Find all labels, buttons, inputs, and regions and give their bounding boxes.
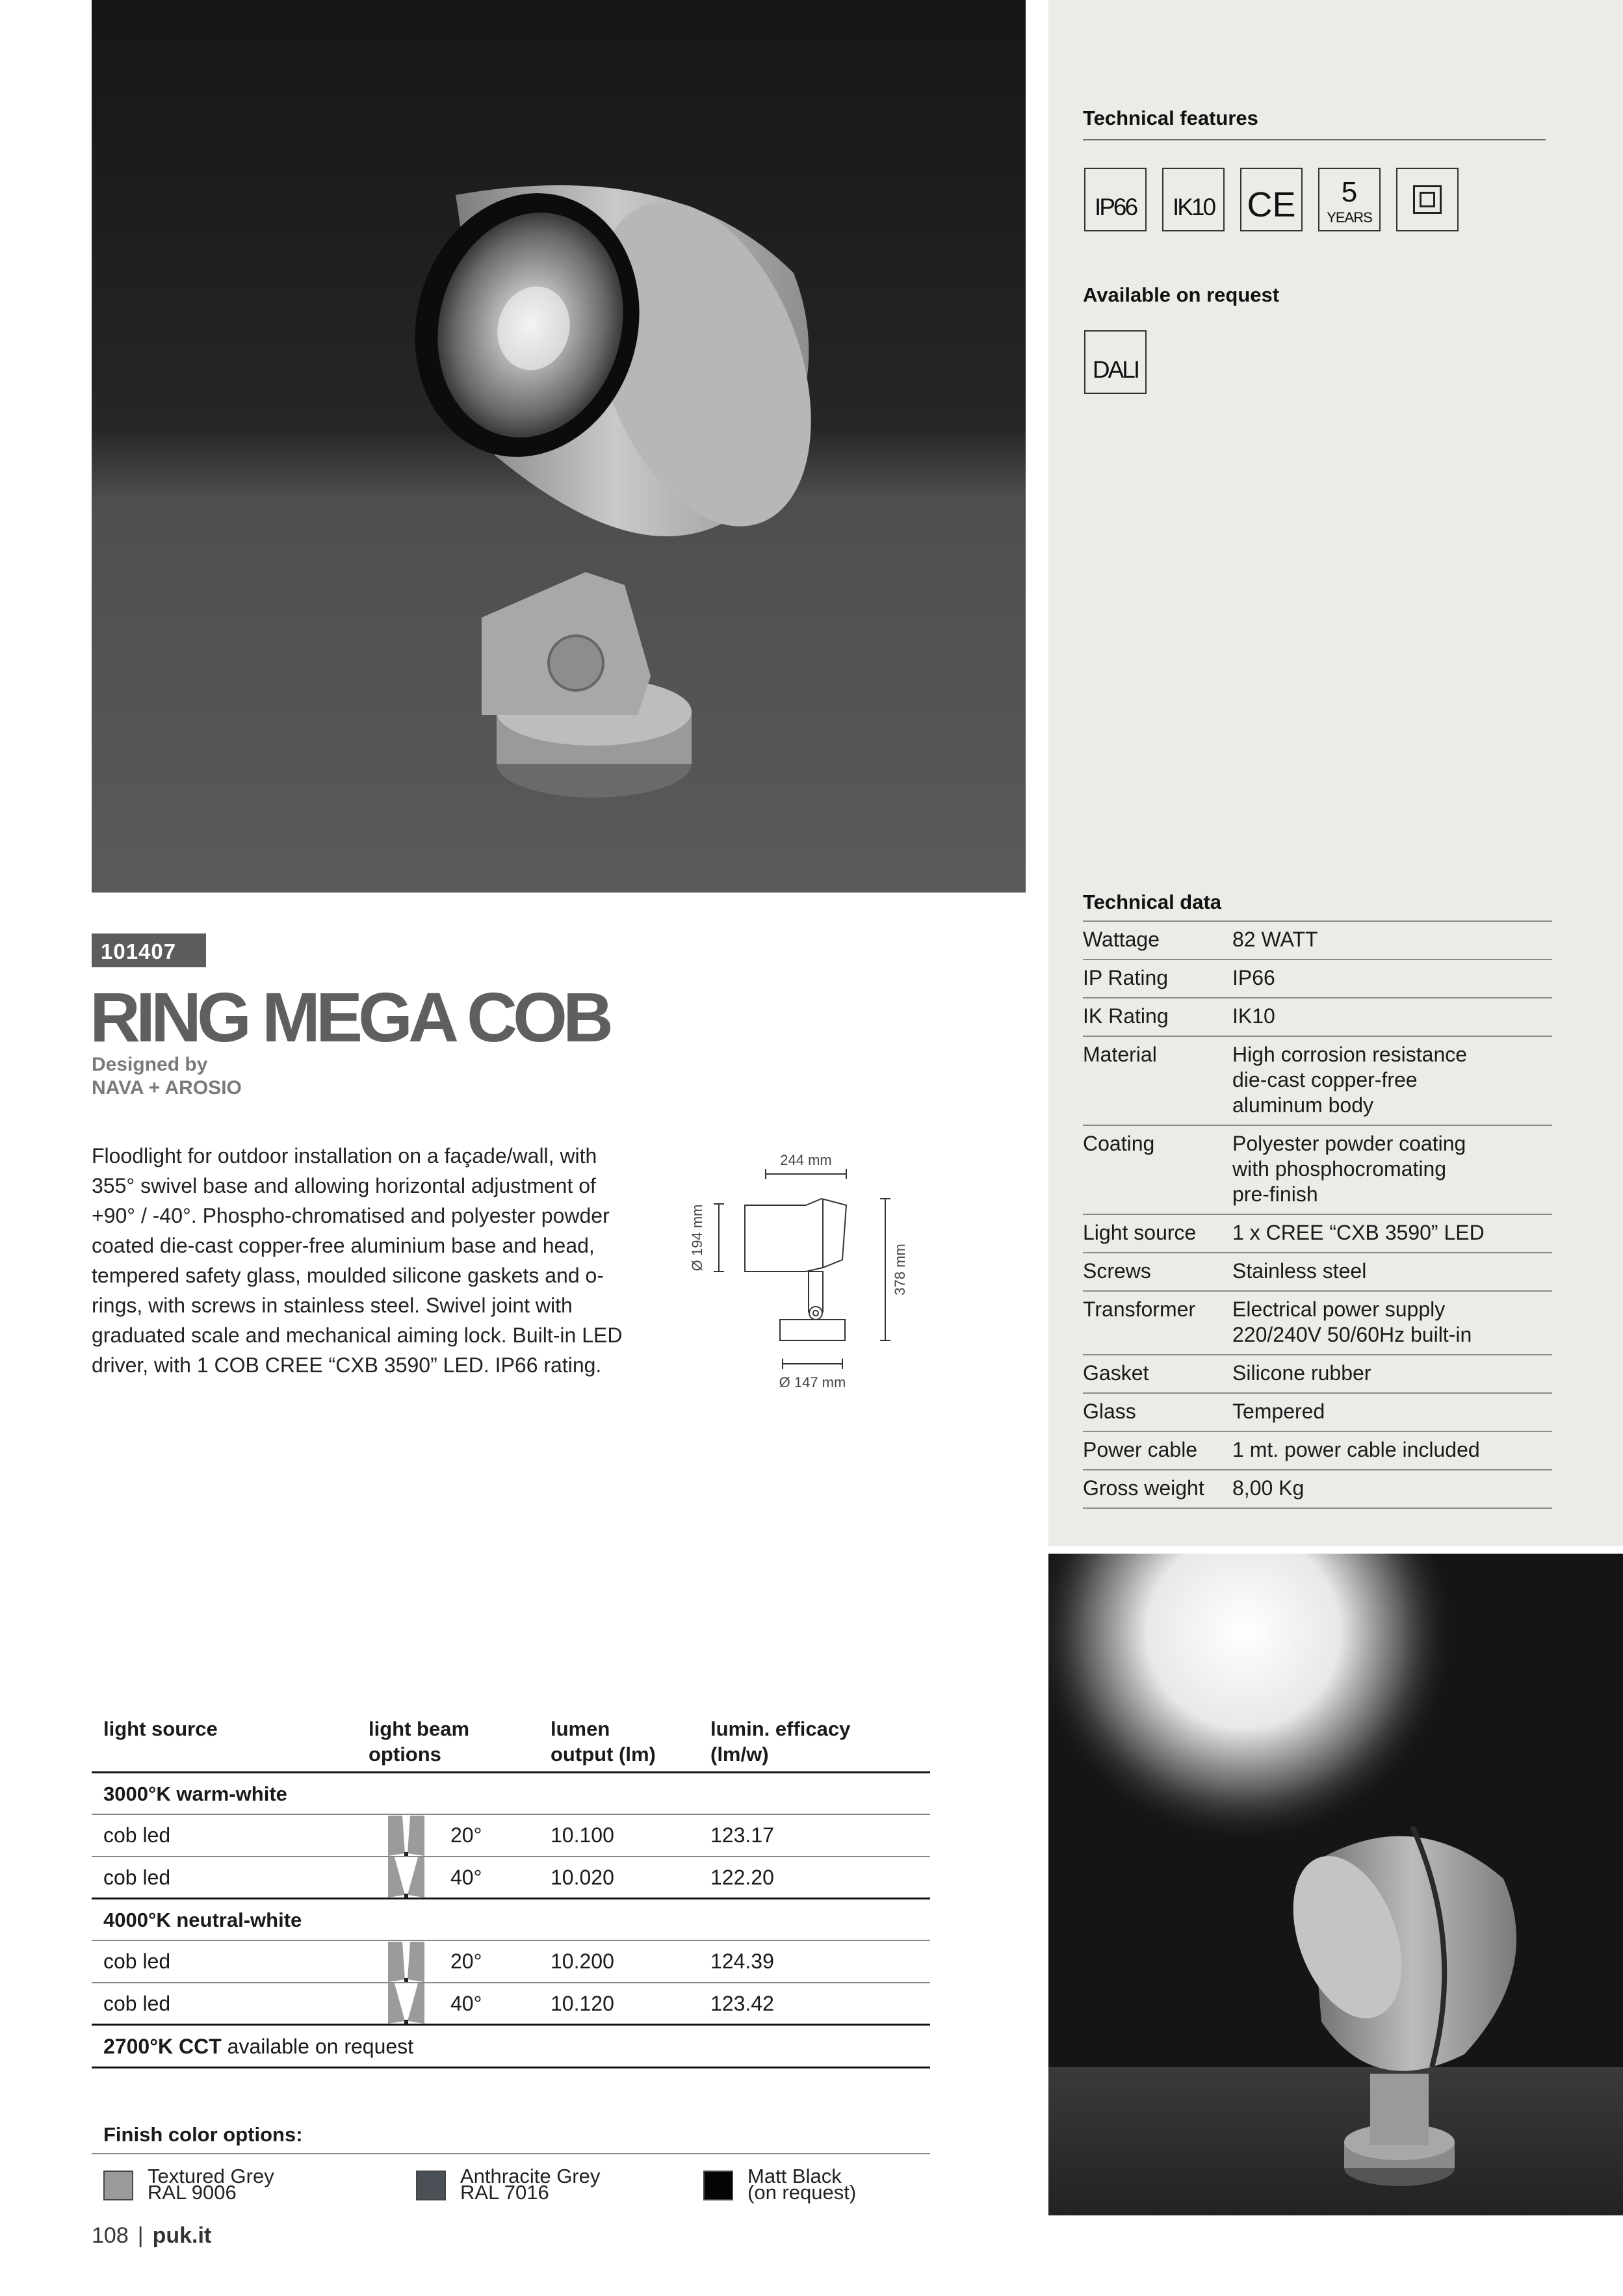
finish-label bbox=[460, 2165, 601, 2204]
spec-value: 8,00 Kg bbox=[1232, 1476, 1305, 1500]
cell-efficacy: 123.17 bbox=[710, 1823, 774, 1847]
beam-angle: 20° bbox=[450, 1950, 482, 1973]
beam-angle-icon bbox=[388, 1816, 424, 1856]
product-description: Floodlight for outdoor installation on a façade/wall, with 355° swivel base and allowing horizontal adjustment of +90° / -40°. Phospho-chromatised and polyester powder coated die-cast copper-free aluminium base and head, tempered safety glass, moulded silicone gaskets and o-rings, with screws in stainless steel. Swivel joint with graduated scale and mechanical aiming lock. Built-in LED driver, with 1 COB CREE “CXB 3590” LED. IP66 rating. bbox=[92, 1144, 623, 1377]
ce-label: CE bbox=[1247, 185, 1296, 224]
table-row bbox=[92, 1983, 930, 2026]
finish-option bbox=[703, 2165, 857, 2204]
cell-lumen: 10.120 bbox=[551, 1991, 614, 2015]
product-code-badge: 101407 bbox=[92, 933, 206, 967]
spec-row bbox=[1083, 920, 1552, 959]
spec-value: Polyester powder coating with phosphocromating pre-finish bbox=[1232, 1132, 1466, 1206]
spec-row bbox=[1083, 997, 1552, 1036]
page-footer bbox=[92, 2223, 211, 2249]
lit-product-photo bbox=[1048, 1554, 1623, 2215]
spec-label: Light source bbox=[1083, 1221, 1197, 1244]
cell-lumen: 10.200 bbox=[551, 1950, 614, 1973]
spec-label: IP Rating bbox=[1083, 966, 1169, 989]
spec-row bbox=[1083, 1290, 1552, 1354]
dimension-drawing bbox=[676, 1144, 923, 1424]
finish-heading: Finish color options: bbox=[103, 2123, 303, 2146]
spec-value: IK10 bbox=[1232, 1004, 1275, 1028]
light-source-table bbox=[92, 1711, 930, 2068]
table-row bbox=[92, 1941, 930, 1983]
beam-angle: 20° bbox=[450, 1823, 482, 1847]
dim-height-label: 378 mm bbox=[892, 1244, 908, 1296]
beam-angle: 40° bbox=[450, 1865, 482, 1889]
spec-row bbox=[1083, 1392, 1552, 1431]
product-photo bbox=[92, 0, 1026, 893]
spec-label: Glass bbox=[1083, 1400, 1136, 1423]
group-heading: 4000°K neutral-white bbox=[92, 1899, 930, 1941]
finish-label bbox=[747, 2165, 857, 2204]
spec-value: Tempered bbox=[1232, 1400, 1325, 1423]
cell-beam bbox=[369, 1857, 551, 1898]
cell-beam bbox=[369, 1983, 551, 2024]
spec-label: Coating bbox=[1083, 1132, 1155, 1155]
finish-label bbox=[148, 2165, 274, 2204]
spec-value: 1 x CREE “CXB 3590” LED bbox=[1232, 1221, 1485, 1244]
cell-efficacy: 123.42 bbox=[710, 1991, 774, 2015]
group-heading: 3000°K warm-white bbox=[92, 1773, 930, 1815]
cell-efficacy: 124.39 bbox=[710, 1950, 774, 1973]
finish-code: (on request) bbox=[747, 2181, 857, 2204]
warranty-icon bbox=[1318, 168, 1381, 231]
spec-row bbox=[1083, 1214, 1552, 1252]
spec-value: Stainless steel bbox=[1232, 1259, 1367, 1283]
divider bbox=[1083, 139, 1546, 140]
warranty-unit: YEARS bbox=[1327, 209, 1372, 226]
cell-beam bbox=[369, 1942, 551, 1982]
ce-mark-icon bbox=[1240, 168, 1303, 231]
dim-width-label: 244 mm bbox=[780, 1152, 832, 1168]
spec-value: 1 mt. power cable included bbox=[1232, 1438, 1480, 1461]
designer-name: NAVA + AROSIO bbox=[92, 1077, 242, 1099]
color-swatch bbox=[703, 2171, 733, 2200]
cell-efficacy: 122.20 bbox=[710, 1865, 774, 1889]
footer-separator: | bbox=[137, 2223, 144, 2248]
spec-label: Gross weight bbox=[1083, 1476, 1204, 1500]
col-header-efficacy: lumin. efficacy (lm/w) bbox=[710, 1717, 851, 1766]
dim-head-diameter-label: Ø 194 mm bbox=[689, 1204, 705, 1272]
warranty-number: 5 bbox=[1341, 176, 1358, 208]
finish-code: RAL 9006 bbox=[148, 2181, 237, 2204]
spec-label: Transformer bbox=[1083, 1298, 1196, 1321]
col-header-source: light source bbox=[103, 1717, 218, 1740]
beam-angle-icon bbox=[388, 1857, 424, 1898]
table-header bbox=[92, 1711, 930, 1773]
spec-label: Material bbox=[1083, 1043, 1157, 1066]
designed-by-label: Designed by bbox=[92, 1054, 208, 1075]
beam-angle: 40° bbox=[450, 1991, 482, 2015]
spec-value: Silicone rubber bbox=[1232, 1361, 1371, 1385]
cct-note-text: available on request bbox=[221, 2035, 414, 2058]
spec-label: Wattage bbox=[1083, 928, 1160, 951]
finish-code: RAL 7016 bbox=[460, 2181, 549, 2204]
spec-label: Gasket bbox=[1083, 1361, 1149, 1385]
cell-source: cob led bbox=[103, 1950, 171, 1973]
spec-value: IP66 bbox=[1232, 966, 1275, 989]
product-title: RING MEGA COB bbox=[90, 978, 609, 1056]
beam-angle-icon bbox=[388, 1983, 424, 2024]
cct-note bbox=[92, 2026, 930, 2068]
finish-option bbox=[416, 2165, 601, 2204]
spec-row bbox=[1083, 1354, 1552, 1392]
cell-source: cob led bbox=[103, 1991, 171, 2015]
technical-features-heading: Technical features bbox=[1083, 107, 1258, 129]
cell-source: cob led bbox=[103, 1865, 171, 1889]
spec-row bbox=[1083, 1431, 1552, 1469]
ip66-icon bbox=[1084, 168, 1147, 231]
spec-row bbox=[1083, 1469, 1552, 1509]
double-insulation-icon bbox=[1396, 168, 1459, 231]
col-header-beam: light beam options bbox=[369, 1717, 470, 1766]
spec-row bbox=[1083, 1125, 1552, 1214]
finish-name: Anthracite Grey bbox=[460, 2165, 601, 2187]
technical-data-heading: Technical data bbox=[1083, 891, 1222, 913]
cell-lumen: 10.100 bbox=[551, 1823, 614, 1847]
technical-data-table bbox=[1083, 920, 1552, 1509]
finish-name: Matt Black bbox=[747, 2165, 842, 2187]
page-number: 108 bbox=[92, 2223, 129, 2248]
cell-source: cob led bbox=[103, 1823, 171, 1847]
cell-lumen: 10.020 bbox=[551, 1865, 614, 1889]
spec-value: Electrical power supply 220/240V 50/60Hz built-in bbox=[1232, 1298, 1472, 1346]
finish-option bbox=[103, 2165, 274, 2204]
beam-angle-icon bbox=[388, 1942, 424, 1982]
spec-label: IK Rating bbox=[1083, 1004, 1169, 1028]
designer-block bbox=[92, 1053, 242, 1100]
available-on-request-heading: Available on request bbox=[1083, 283, 1280, 306]
spec-label: Power cable bbox=[1083, 1438, 1198, 1461]
spec-row bbox=[1083, 959, 1552, 997]
cell-beam bbox=[369, 1816, 551, 1856]
dali-icon bbox=[1084, 330, 1147, 394]
col-header-lumen: lumen output (lm) bbox=[551, 1717, 656, 1766]
color-swatch bbox=[416, 2171, 446, 2200]
ip66-label: IP66 bbox=[1094, 194, 1137, 220]
spec-value: High corrosion resistance die-cast copper-free aluminum body bbox=[1232, 1043, 1468, 1117]
ik10-icon bbox=[1162, 168, 1225, 231]
cct-note-bold: 2700°K CCT bbox=[103, 2035, 222, 2058]
spec-label: Screws bbox=[1083, 1259, 1151, 1283]
website-link[interactable]: puk.it bbox=[152, 2223, 212, 2248]
color-swatch bbox=[103, 2171, 133, 2200]
dali-label: DALI bbox=[1092, 356, 1139, 383]
ik10-label: IK10 bbox=[1172, 194, 1215, 220]
spec-row bbox=[1083, 1036, 1552, 1125]
table-row bbox=[92, 1857, 930, 1899]
finish-name: Textured Grey bbox=[148, 2165, 274, 2187]
floodlight-illustration bbox=[92, 0, 1026, 893]
table-row bbox=[92, 1815, 930, 1857]
table-body bbox=[92, 1773, 930, 2026]
spec-value: 82 WATT bbox=[1232, 928, 1318, 951]
dim-base-diameter-label: Ø 147 mm bbox=[779, 1374, 846, 1390]
divider bbox=[92, 2153, 930, 2154]
spec-row bbox=[1083, 1252, 1552, 1290]
